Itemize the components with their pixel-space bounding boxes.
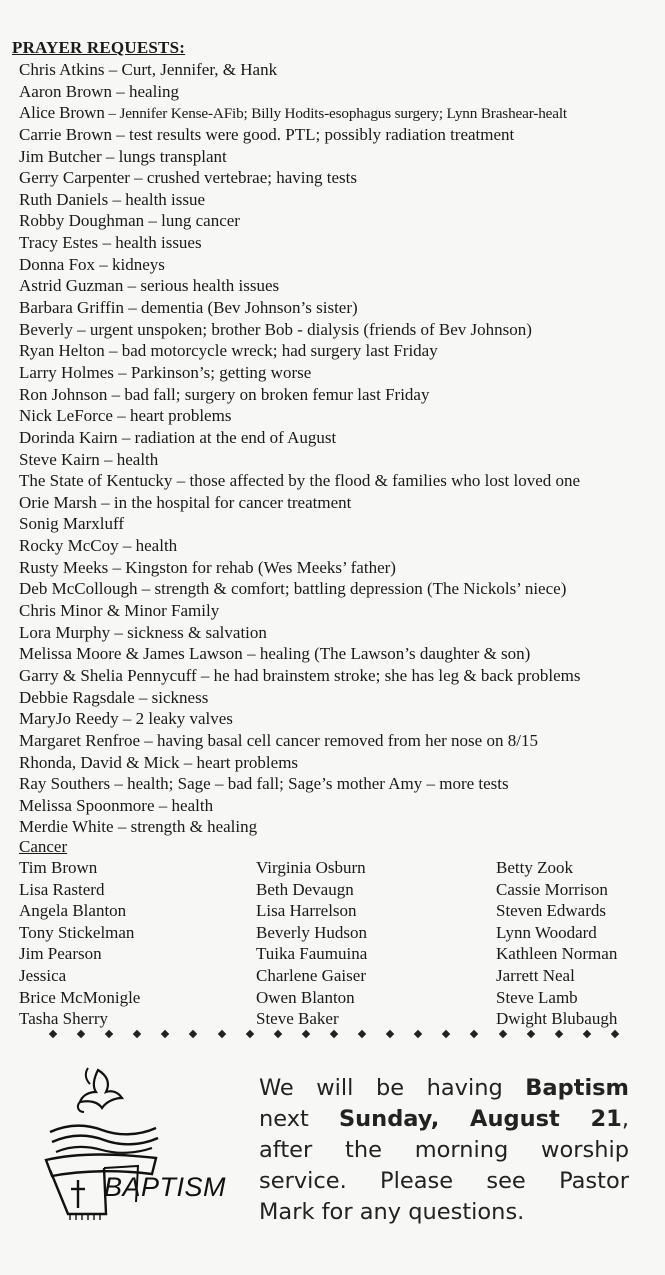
request-name: Larry Holmes [19,362,114,382]
cancer-list-name: Jessica [19,965,67,985]
request-name: Steve Kairn [19,449,100,469]
prayer-request-item [19,665,659,687]
request-detail: – 2 leaky valves [118,709,233,729]
diamond-divider [50,1031,618,1037]
baptism-announcement [259,1073,629,1228]
prayer-request-item [19,275,659,297]
prayer-request-item [19,578,659,600]
request-name: Garry & Shelia Pennycuff [19,665,197,685]
announcement-text: , [621,1106,629,1132]
request-detail: – health [118,536,178,556]
prayer-request-item [19,384,659,406]
request-detail: – in the hospital for cancer treatment [96,492,352,512]
announcement-line-5: Mark for any questions. [259,1199,525,1225]
announcement-line-4: service. Please see Pastor [259,1168,629,1194]
prayer-request-item [19,795,659,817]
request-name: Gerry Carpenter [19,168,130,188]
diamond-bullet [189,1030,197,1038]
request-detail: – he had brainstem stroke; she has leg & back problems [196,665,581,685]
prayer-request-item [19,340,659,362]
prayer-requests-heading: PRAYER REQUESTS: [12,38,186,57]
request-name: Alice Brown [19,103,105,123]
request-detail: – heart problems [179,752,299,772]
diamond-bullet [414,1030,422,1038]
prayer-request-item [19,427,659,449]
cancer-list-name: Charlene Gaiser [256,965,366,985]
diamond-bullet [442,1030,450,1038]
announcement-bold-date: Sunday, August 21 [338,1106,622,1132]
request-name: Dorinda Kairn [19,427,118,447]
request-detail: – Parkinson’s; getting worse [113,362,312,382]
request-name: Rusty Meeks [19,557,109,577]
prayer-request-item [19,730,659,752]
request-detail: – sickness & salvation [110,622,267,642]
request-name: Margaret Renfroe [19,730,140,750]
prayer-request-item [19,146,659,168]
prayer-request-item [19,297,659,319]
diamond-bullet [161,1030,169,1038]
diamond-bullet [611,1030,619,1038]
request-detail: – urgent unspoken; brother Bob - dialysis (friends of Bev Johnson) [72,319,532,339]
request-detail: – lung cancer [144,211,240,231]
request-name: Lora Murphy [19,622,111,642]
prayer-request-item [19,59,659,81]
cancer-list-name: Lisa Harrelson [256,901,357,921]
cancer-list-name: Tasha Sherry [19,1009,108,1029]
cancer-list-name: Kathleen Norman [496,944,618,964]
cancer-column-1 [19,857,140,1030]
prayer-request-item [19,189,659,211]
diamond-bullet [105,1030,113,1038]
announcement-line-2 [259,1104,629,1135]
prayer-request-item [19,643,659,665]
request-detail: – crushed vertebrae; having tests [129,168,357,188]
diamond-bullet [526,1030,534,1038]
request-detail: – radiation at the end of August [117,427,337,447]
cancer-list-name: Steven Edwards [496,901,607,921]
prayer-request-item [19,210,659,232]
diamond-bullet [554,1030,562,1038]
diamond-bullet [583,1030,591,1038]
request-detail: – health [99,449,159,469]
request-detail: – strength & healing [113,817,258,837]
cancer-list-name: Steve Baker [256,1009,339,1029]
request-name: MaryJo Reedy [19,709,119,729]
cancer-list-name: Dwight Blubaugh [496,1009,618,1029]
prayer-request-item [19,470,659,492]
request-detail: – health; Sage – bad fall; Sage’s mother Amy – more tests [110,774,509,794]
request-detail: – health issue [108,189,206,209]
diamond-bullet [358,1030,366,1038]
request-name: Chris Minor & Minor Family [19,601,220,621]
request-detail: – health [154,795,214,815]
prayer-request-item [19,405,659,427]
diamond-bullet [470,1030,478,1038]
cancer-heading: Cancer [19,837,68,856]
request-detail: – Jennifer Kense-AFib; Billy Hodits-esophagus surgery; Lynn Brashear-healt [104,105,567,123]
request-name: Beverly [19,319,73,339]
prayer-request-item [19,622,659,644]
prayer-request-item [19,752,659,774]
cancer-column-3 [496,857,617,1030]
prayer-request-item [19,102,659,124]
cancer-list-name: Owen Blanton [256,987,355,1007]
announcement-bold: Baptism [525,1075,629,1101]
request-detail: – lungs transplant [101,146,227,166]
request-name: The State of Kentucky [19,471,173,491]
request-name: Nick LeForce [19,406,113,426]
cancer-list-name: Lisa Rasterd [19,879,105,899]
request-name: Orie Marsh [19,492,97,512]
diamond-bullet [245,1030,253,1038]
cancer-list-name: Beverly Hudson [256,922,367,942]
prayer-request-item [19,773,659,795]
prayer-request-item [19,535,659,557]
diamond-bullet [274,1030,282,1038]
prayer-request-item [19,449,659,471]
request-name: Ray Southers [19,774,111,794]
request-name: Ron Johnson [19,384,108,404]
cancer-list-name: Cassie Morrison [496,879,608,899]
prayer-request-item [19,167,659,189]
request-name: Deb McCollough [19,579,138,599]
prayer-request-item [19,513,659,535]
diamond-bullet [386,1030,394,1038]
request-name: Chris Atkins [19,60,105,79]
prayer-request-item [19,254,659,276]
prayer-request-item [19,600,659,622]
request-detail: – Curt, Jennifer, & Hank [104,60,278,79]
cancer-list-name: Angela Blanton [19,901,127,921]
request-name: Melissa Moore & James Lawson [19,644,243,664]
request-detail: – bad fall; surgery on broken femur last Friday [107,384,430,404]
cancer-list-name: Tony Stickelman [19,922,135,942]
request-detail: – test results were good. PTL; possibly radiation treatment [112,124,515,144]
prayer-request-item [19,816,659,838]
announcement-text: We will be having [259,1075,526,1101]
cancer-list-name: Steve Lamb [496,987,578,1007]
diamond-bullet [217,1030,225,1038]
request-name: Tracy Estes [19,233,99,253]
request-detail: – dementia (Bev Johnson’s sister) [123,298,358,318]
request-detail: – health issues [98,233,202,253]
diamond-bullet [77,1030,85,1038]
prayer-request-item [19,687,659,709]
request-detail: – bad motorcycle wreck; had surgery last Friday [104,341,438,361]
diamond-bullet [133,1030,141,1038]
request-name: Rhonda, David & Mick [19,752,180,772]
cancer-list-name: Brice McMonigle [19,987,141,1007]
cancer-list-name: Virginia Osburn [256,858,366,877]
prayer-request-item [19,124,659,146]
cancer-list-name: Tuika Faumuina [256,944,368,964]
request-name: Rocky McCoy [19,536,119,556]
request-name: Jim Butcher [19,146,102,166]
request-name: Barbara Griffin [19,298,124,318]
request-name: Melissa Spoonmore [19,795,155,815]
diamond-bullet [302,1030,310,1038]
request-detail: – kidneys [95,254,165,274]
request-detail: – Kingston for rehab (Wes Meeks’ father) [108,557,396,577]
request-name: Ruth Daniels [19,189,109,209]
cancer-list-name: Beth Devaugn [256,879,354,899]
request-name: Aaron Brown [19,81,113,101]
baptism-logo-text: BAPTISM [104,1172,227,1202]
request-name: Astrid Guzman [19,276,124,296]
prayer-request-item [19,492,659,514]
prayer-requests-list [19,59,659,838]
diamond-bullet [498,1030,506,1038]
prayer-request-item [19,232,659,254]
cancer-list-name: Lynn Woodard [496,922,597,942]
prayer-request-item [19,557,659,579]
prayer-request-item [19,319,659,341]
cancer-list-name: Betty Zook [496,858,573,877]
prayer-request-item [19,81,659,103]
request-detail: – those affected by the flood & families who lost loved one [172,471,581,491]
request-name: Robby Doughman [19,211,145,231]
request-detail: – healing (The Lawson’s daughter & son) [242,644,531,664]
prayer-request-item [19,362,659,384]
request-name: Merdie White [19,817,114,837]
request-detail: – sickness [134,687,209,707]
diamond-bullet [330,1030,338,1038]
announcement-text: next [259,1106,339,1132]
request-detail: – having basal cell cancer removed from her nose on 8/15 [140,730,538,750]
request-detail: – serious health issues [123,276,280,296]
cancer-list-name: Jarrett Neal [496,965,575,985]
announcement-line-1 [259,1073,629,1104]
request-detail: – healing [112,81,180,101]
request-name: Debbie Ragsdale [19,687,135,707]
diamond-bullet [49,1030,57,1038]
prayer-request-item [19,708,659,730]
request-name: Donna Fox [19,254,96,274]
request-name: Ryan Helton [19,341,105,361]
announcement-line-3: after the morning worship [259,1137,629,1163]
request-detail: – heart problems [112,406,232,426]
request-name: Carrie Brown [19,124,113,144]
request-detail: – strength & comfort; battling depression (The Nickols’ niece) [137,579,567,599]
cancer-list-name: Tim Brown [19,858,98,877]
cancer-list-name: Jim Pearson [19,944,102,964]
request-name: Sonig Marxluff [19,514,124,534]
cancer-column-2 [256,857,367,1030]
